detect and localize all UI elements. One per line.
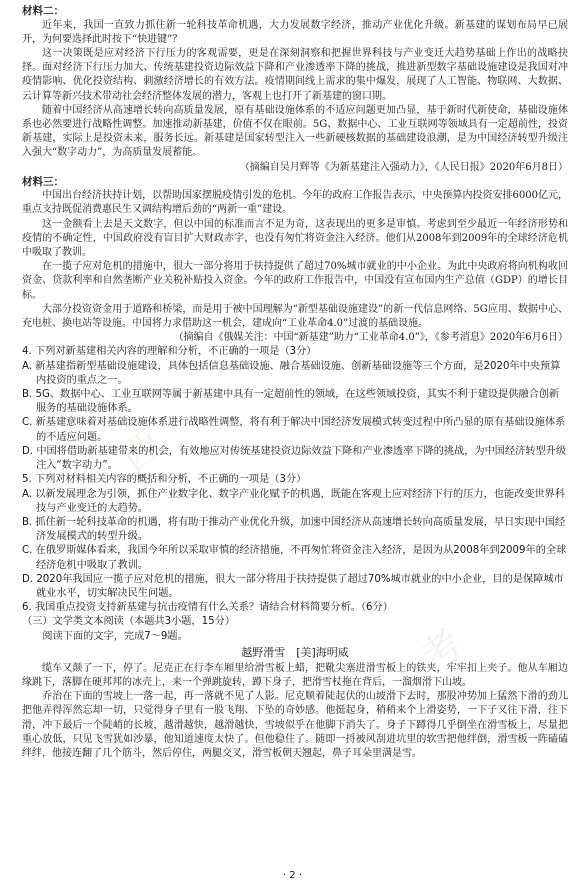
- material3-paragraph-2: 这一金额看上去是天文数字，但以中国的标准而言不足为奇，这表现出的更多是审慎。考虑到至少最近一年经济形势和疫情的不确定性，中国政府没有盲目扩大财政赤字，也没有匆忙将资金注入经济。他们从2008年到2009年的全球经济危机中吸取了教训。: [22, 218, 568, 259]
- story-title: 越野滑雪 [美]海明威: [241, 645, 349, 659]
- material2-paragraph-3: 随着中国经济从高速增长转向高质量发展，原有基础设施体系的不适应问题更加凸显，基于新时代新使命，基础设施体系也必然要进行战略性调整。加速推动新基建，价值不仅在眼前。5G、数据中心、工业互联网等领域具有一定超前性，投资新基建，实际上是投资未来，服务长远。新基建是国家转型注入一些新硬核数据的基础建设浪潮，是为中国经济转型升级注入强大“数字动力”，为高质量发展蓄能。: [22, 104, 568, 159]
- material3-paragraph-1: 中国出台经济扶持计划，以帮助国家摆脱疫情引发的危机。今年的政府工作报告表示，中央预算内投资安排6000亿元，重点支持既促消费惠民生又调结构增后劲的“两新一重”建设。: [22, 190, 568, 216]
- page-number: · 2 ·: [282, 870, 303, 881]
- material2-source: （摘编自吴月辉等《为新基建注入强动力》，《人民日报》2020年6月8日）: [239, 161, 568, 173]
- material2-paragraph-1: 近年来，我国一直致力抓住新一轮科技革命机遇，大力发展数字经济，推动产业优化升级。新基建的谋划布局早已展开，为何要选择此时按下“快进键”？: [22, 19, 568, 45]
- material3-source: （摘编自《俄媒关注：中国“新基建”助力“工业革命4.0”》，《参考消息》2020年6月6日）: [173, 332, 568, 344]
- question-5-option-a: A. 以新发展理念为引领，抓住产业数字化、数字产业化赋予的机遇，既能在客观上应对经济下行的压力，也能改变世界科技与产业变迁的大趋势。: [22, 488, 566, 514]
- question-5-stem: 5. 下列对材料相关内容的概括和分析，不正确的一项是（3分）: [22, 474, 307, 486]
- material2-paragraph-2: 这一决策既是应对经济下行压力的客观需要，更是在深刻洞察和把握世界科技与产业变迁大趋势基础上作出的战略抉择。面对经济下行压力加大、传统基建投资边际效益下降和产业渗透率下降的挑战，推进新型数字基础设施建设是我国对冲疫情影响、优化投资结构、刺激经济增长的有效方法。疫情期间线上需求的集中爆发，展现了人工智能、物联网、大数据、云计算等新兴技术带动社会经济整体发展的潜力，客观上也打开了新基建的窗口期。: [22, 47, 568, 102]
- watermark: 考: [412, 621, 472, 682]
- story-paragraph-2: 乔治在下面的雪坡上一落一起，再一落就不见了人影。尼克顺着陡起伏的山坡滑下去时，那股冲势加上猛然下滑的劲儿把他弄得浑然忘却一切，只觉得身子里有一股飞翔、下坠的奇妙感。他挺起身，稍稍来个上滑姿势，一下子又往下滑，往下滑，冲下最后一个陡峭的长坡，越滑越快，越滑越快，雪坡似乎在他脚下消失了。身子下蹲得几乎倒坐在滑雪板上，尽量把重心放低，只见飞雪犹如沙暴，他知道速度太快了。但他稳住了。随即一捋被风刮进坑里的软雪把他绊倒，滑雪板一阵磕磕绊绊，他接连翻了几个筋斗，然后停住，两腿交叉，滑雪板朝天翘起，鼻子耳朵里满是雪。: [22, 691, 568, 759]
- watermark: 江: [322, 61, 382, 122]
- question-5-option-d: D. 2020年我国应一揽子应对危机的措施，很大一部分将用于扶持提供了超过70%城市就业的中小企业，目的是保障城市就业水平，切实解决民生问题。: [22, 573, 564, 599]
- material3-heading: 材料三：: [22, 175, 64, 188]
- material2-heading: 材料二：: [22, 5, 64, 17]
- question-4-option-d: D. 中国将借助新基建带来的机会，有效地应对传统基建投资边际效益下降和产业渗透率下降的挑战，为中国经济转型升级注入“数字动力”。: [22, 445, 567, 472]
- question-4-option-b: B. 5G、数据中心、工业互联网等属于新基建中具有一定超前性的领域，在这些领域投资，其实不利于建设提供融合创新服务的基础设施体系。: [22, 389, 560, 415]
- question-5-option-c: C. 在俄罗斯媒体看来，我国今年所以采取审慎的经济措施，不再匆忙将资金注入经济，是因为从2008年到2009年的全球经济危机中吸取了教训。: [22, 545, 567, 571]
- question-4-option-a: A. 新基建指新型基础设施建设，具体包括信息基础设施、融合基础设施、创新基础设施等三个方面，是2020年中央预算内投资的重点之一。: [22, 360, 561, 386]
- story-paragraph-1: 缆车又颠了一下，停了。尼克正在行李车厢里给滑雪板上蜡，把靴尖塞进滑雪板上的铁夹，牢牢扣上夹子。他从车厢边缘跳下，落脚在硬邦邦的冰壳上，来一个弹跳旋转，蹲下身子，把滑雪杖拖在背后，一溜烟滑下山坡。: [22, 662, 568, 688]
- document-page: [22, 4, 568, 761]
- material3-paragraph-3: 在一揽子应对危机的措施中，很大一部分将用于扶持提供了超过70%城市就业的中小企业。为此中央政府将向机构收回资金、贷款利率和自然垄断产业关税补贴投入资金。今年的政府工作报告中，中国没有宣布国内生产总值（GDP）的增长目标。: [22, 261, 568, 301]
- material3-paragraph-4: 大部分投资资金用于道路和桥梁，而是用于被中国理解为“新型基础设施建设”的新一代信息网络、5G应用、数据中心、充电桩、换电站等设施。中国将力求借助这一机会，建成向“工业革命4.0”过渡的基础设施。: [22, 303, 568, 330]
- question-4-stem: 4. 下列对新基建相关内容的理解和分析，不正确的一项是（3分）: [22, 346, 317, 358]
- section-3-instruction: 阅读下面的文字，完成7～9题。: [42, 630, 188, 642]
- question-4-option-c: C. 新基建意味着对基础设施体系进行战略性调整，将有利于解决中国经济发展模式转变过程中所凸显的原有基础设施体系的不适应问题。: [22, 417, 566, 443]
- question-5-option-b: B. 抓住新一轮科技革命的机遇，将有助于推动产业优化升级，加速中国经济从高速增长转向高质量发展，早日实现中国经济发展模式的转型升级。: [22, 516, 566, 543]
- question-6-stem: 6. 我国重点投资支持新基建与抗击疫情有什么关系？请结合材料简要分析。（6分）: [22, 602, 393, 614]
- watermark: 西: [112, 421, 172, 482]
- section-3-heading: （三）文学类文本阅读（本题共3小题，15分）: [22, 616, 236, 628]
